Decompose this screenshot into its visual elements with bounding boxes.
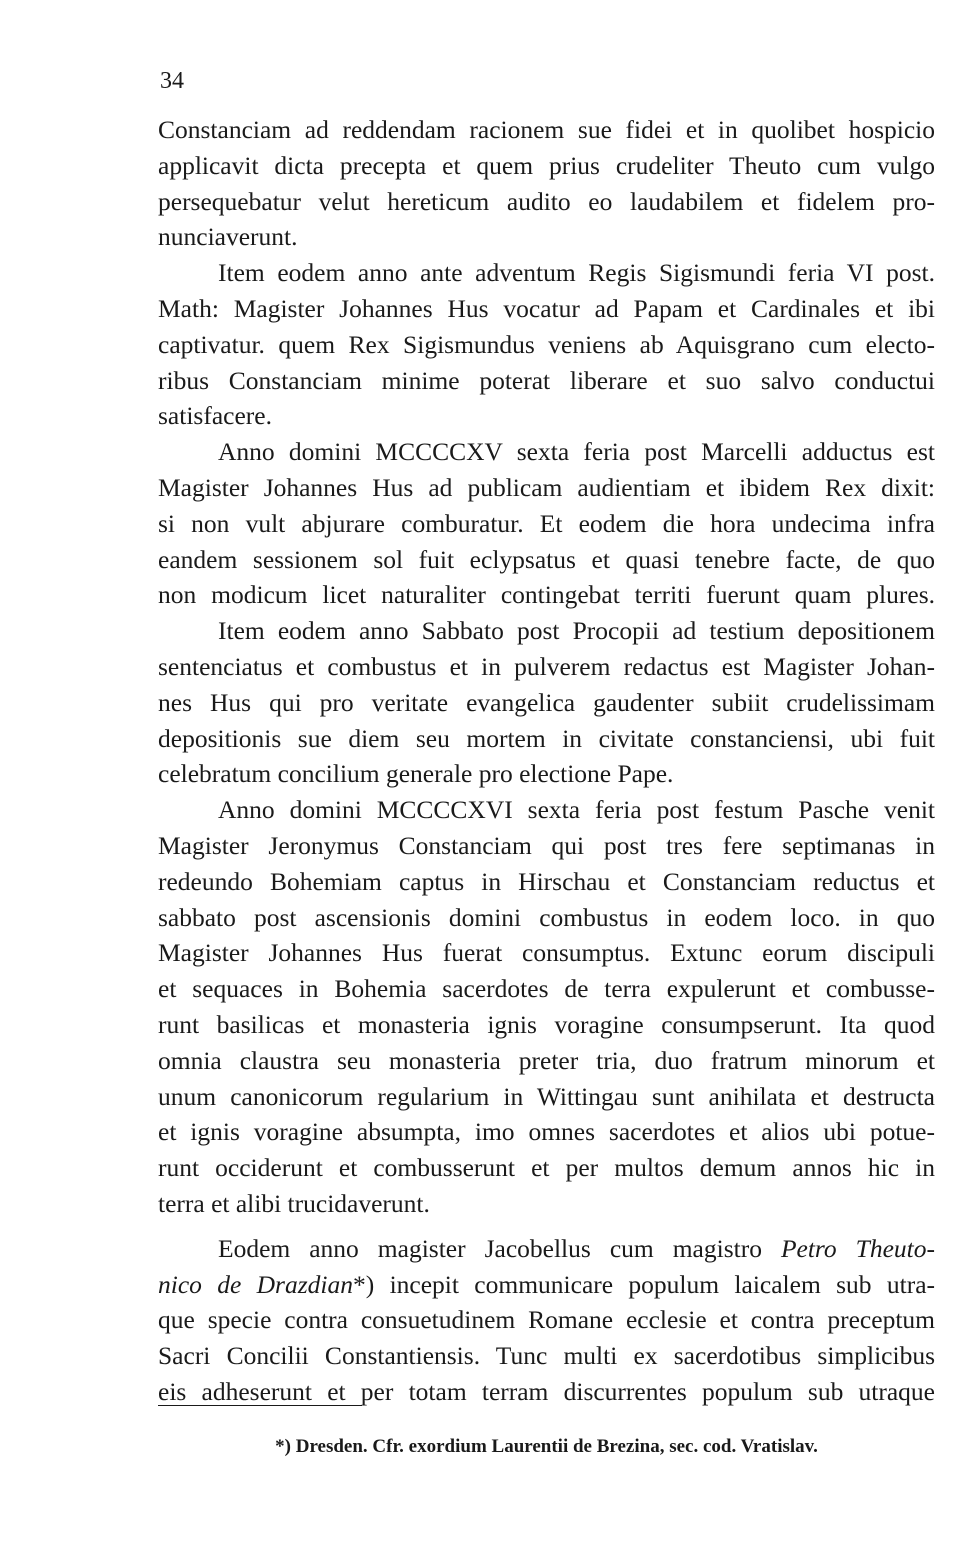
text-line: celebratum concilium generale pro electione Pape. [158, 759, 674, 789]
text-line: persequebatur velut hereticum audito eo laudabilem et fidelem pro- [158, 186, 935, 216]
text-line: si non vult abjurare comburatur. Et eodem die hora undecima infra [158, 508, 935, 538]
text-line: depositionis sue diem seu mortem in civitate constanciensi, ubi fuit [158, 723, 935, 753]
text-line: eandem sessionem sol fuit eclypsatus et quasi tenebre facte, de quo [158, 544, 935, 574]
text-line: nunciaverunt. [158, 222, 298, 252]
text-line: applicavit dicta precepta et quem prius crudeliter Theuto cum vulgo [158, 150, 935, 180]
text-line: unum canonicorum regularium in Wittingau sunt anihilata et destructa [158, 1081, 935, 1111]
text-line: Magister Jeronymus Constanciam qui post tres fere septimanas in [158, 830, 935, 860]
italic-name: nico de Drazdian [158, 1269, 353, 1299]
text-line: runt occiderunt et combusserunt et per multos demum annos hic in [158, 1153, 935, 1183]
text-line: sabbato post ascensionis domini combustus in eodem loco. in quo [158, 902, 935, 932]
text-line: ribus Constanciam minime poterat liberare et suo salvo conductui [158, 365, 935, 395]
main-text [158, 112, 935, 1410]
text-line: et ignis voragine absumpta, imo omnes sacerdotes et alios ubi potue- [158, 1117, 935, 1147]
text-line: Constanciam ad reddendam racionem sue fidei et in quolibet hospicio [158, 115, 935, 144]
text-line: Magister Johannes Hus fuerat consumptus. Extunc eorum discipuli [158, 938, 935, 968]
footnote: *) Dresden. Cfr. exordium Laurentii de Brezina, sec. cod. Vratislav. [275, 1436, 818, 1457]
text-line: et sequaces in Bohemia sacerdotes de terra expulerunt et combusse- [158, 974, 935, 1004]
text-line: que specie contra consuetudinem Romane ecclesie et contra preceptum [158, 1305, 935, 1335]
text-line: omnia claustra seu monasteria preter tria, duo fratrum minorum et [158, 1045, 935, 1075]
text-line: nes Hus qui pro veritate evangelica gaudenter subiit crudelissimam [158, 687, 935, 717]
text-line: sentenciatus et combustus et in pulverem redactus est Magister Johan- [158, 651, 935, 681]
text-line: Math: Magister Johannes Hus vocatur ad Papam et Cardinales et ibi [158, 293, 935, 323]
text-segment: incepit communicare populum laicalem sub utra- [374, 1269, 935, 1299]
text-line: Anno domini MCCCCXVI sexta feria post festum Pasche venit [218, 795, 935, 825]
text-line [158, 1231, 935, 1267]
footnote-rule [158, 1405, 362, 1406]
text-line: Anno domini MCCCCXV sexta feria post Marcelli adductus est [218, 437, 935, 467]
text-segment: Eodem anno magister Jacobellus cum magistro [218, 1233, 762, 1263]
text-line: terra et alibi trucidaverunt. [158, 1188, 430, 1218]
text-line: eis adheserunt et per totam terram discurrentes populum sub utraque [158, 1376, 935, 1406]
footnote-mark: *) [353, 1269, 375, 1299]
text-line: satisfacere. [158, 401, 272, 431]
text-line: redeundo Bohemiam captus in Hirschau et Constanciam reductus et [158, 866, 935, 896]
text-line: Magister Johannes Hus ad publicam audientiam et ibidem Rex dixit: [158, 472, 935, 502]
text-line: Sacri Concilii Constantiensis. Tunc multi ex sacerdotibus simplicibus [158, 1341, 935, 1371]
text-line: captivatur. quem Rex Sigismundus veniens ab Aquisgrano cum electo- [158, 329, 935, 359]
page-number: 34 [160, 68, 184, 94]
text-line: Item eodem anno Sabbato post Procopii ad testium depositionem [218, 616, 935, 646]
text-line: Item eodem anno ante adventum Regis Sigismundi feria VI post. [218, 258, 935, 288]
italic-name: Petro Theuto- [780, 1233, 935, 1263]
text-line: runt basilicas et monasteria ignis voragine consumpserunt. Ita quod [158, 1009, 935, 1039]
text-line [158, 1267, 935, 1303]
text-line: non modicum licet naturaliter contingebat territi fuerunt quam plures. [158, 580, 935, 610]
